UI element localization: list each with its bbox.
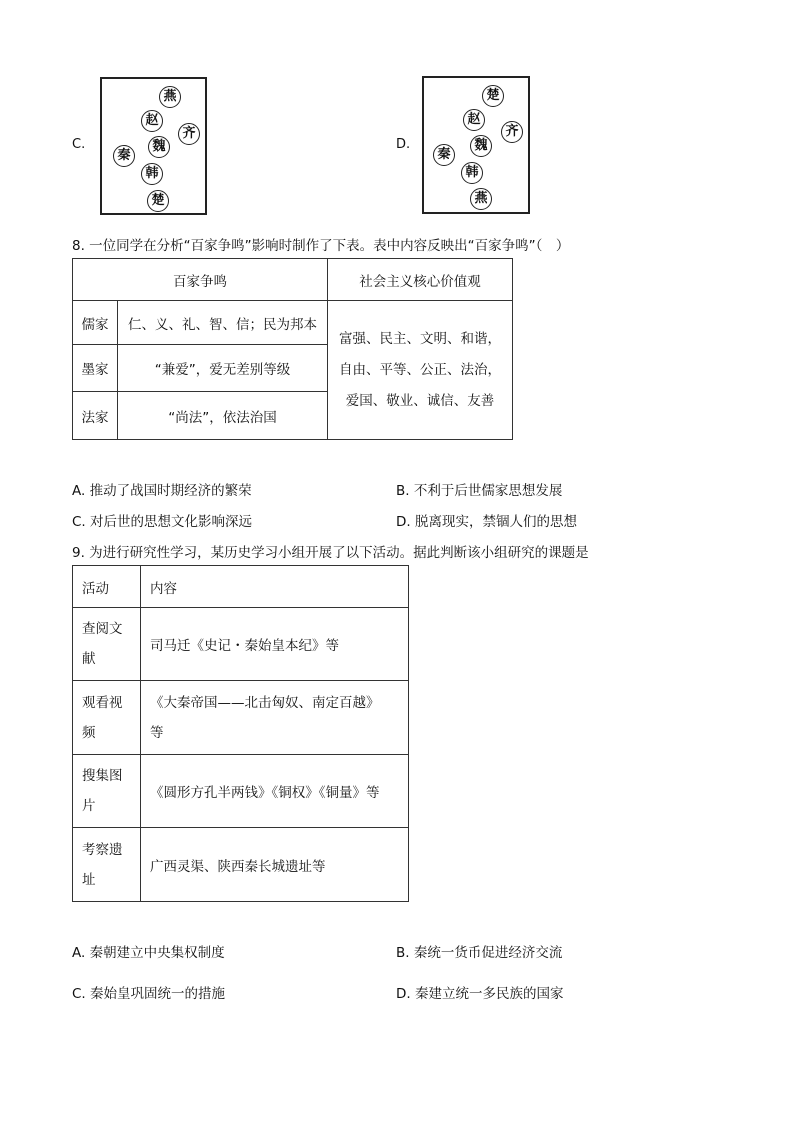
state-badge: 魏: [148, 136, 170, 158]
q9-option-d[interactable]: D. 秦建立统一多民族的国家: [396, 986, 564, 1002]
q9-header-activity: 活动: [73, 566, 141, 608]
q8-school: 法家: [73, 392, 118, 440]
q9-content-line: 《大秦帝国——北击匈奴、南定百越》: [150, 694, 380, 711]
q9-content-line: 司马迁《史记・秦始皇本纪》等: [150, 638, 339, 654]
q8-school: 墨家: [73, 345, 118, 392]
q9-activity: [73, 681, 141, 755]
option-d-map: [422, 76, 530, 214]
state-badge: 赵: [141, 110, 163, 132]
q9-header-content: 内容: [141, 566, 409, 608]
q9-content: [141, 828, 409, 902]
q9-content: [141, 608, 409, 681]
q9-table: [72, 565, 409, 902]
option-d-label[interactable]: D.: [396, 137, 411, 152]
q9-activity-line: 查阅文: [82, 621, 123, 637]
q8-school-content: 仁、义、礼、智、信；民为邦本: [118, 301, 328, 345]
core-values-line: 爱国、敬业、诚信、友善: [345, 392, 495, 409]
q8-option-b[interactable]: B. 不利于后世儒家思想发展: [396, 483, 563, 499]
q9-activity: [73, 608, 141, 681]
q9-option-a[interactable]: A. 秦朝建立中央集权制度: [72, 945, 225, 961]
state-badge: 魏: [470, 135, 492, 157]
q9-content-line: 广西灵渠、陕西秦长城遗址等: [150, 858, 326, 875]
q9-content: [141, 681, 409, 755]
state-badge: 齐: [501, 121, 523, 143]
state-badge: 燕: [470, 188, 492, 210]
state-badge: 楚: [482, 85, 504, 107]
q8-school: 儒家: [73, 301, 118, 345]
option-c-map: [100, 77, 207, 215]
state-badge: 齐: [178, 123, 200, 145]
state-badge: 秦: [433, 144, 455, 166]
q9-content: [141, 755, 409, 828]
question-8-stem: 8. 一位同学在分析“百家争鸣”影响时制作了下表。表中内容反映出“百家争鸣”（ ）: [72, 238, 570, 254]
q9-content-line: 《圆形方孔半两钱》《铜权》《铜量》等: [150, 785, 380, 801]
state-badge: 楚: [147, 190, 169, 212]
q9-activity-line: 址: [82, 871, 96, 888]
q9-activity-line: 搜集图: [82, 768, 123, 784]
q9-activity-line: 考察遗: [82, 841, 123, 858]
q9-activity-line: 频: [82, 724, 96, 741]
q8-school-content: “尚法”，依法治国: [118, 392, 328, 440]
q9-activity-line: 观看视: [82, 694, 123, 711]
core-values-line: 自由、平等、公正、法治，: [339, 361, 501, 378]
state-badge: 秦: [113, 145, 135, 167]
q9-option-c[interactable]: C. 秦始皇巩固统一的措施: [72, 986, 226, 1002]
state-badge: 赵: [463, 109, 485, 131]
core-values-line: 富强、民主、文明、和谐，: [339, 330, 501, 347]
q8-table: [72, 258, 513, 440]
option-c-label[interactable]: C.: [72, 137, 86, 152]
q9-activity: [73, 828, 141, 902]
q8-header-schools: 百家争鸣: [73, 259, 328, 301]
q9-content-line: 等: [150, 724, 164, 741]
state-badge: 韩: [141, 163, 163, 185]
question-9-stem: 9. 为进行研究性学习，某历史学习小组开展了以下活动。据此判断该小组研究的课题是: [72, 545, 589, 561]
q8-option-c[interactable]: C. 对后世的思想文化影响深远: [72, 514, 253, 530]
q8-core-values: [328, 301, 513, 440]
q8-option-a[interactable]: A. 推动了战国时期经济的繁荣: [72, 483, 252, 499]
q9-option-b[interactable]: B. 秦统一货币促进经济交流: [396, 945, 563, 961]
q9-activity: [73, 755, 141, 828]
q9-activity-line: 片: [82, 798, 96, 814]
q8-header-values: 社会主义核心价值观: [328, 259, 513, 301]
q8-school-content: “兼爱”，爱无差别等级: [118, 345, 328, 392]
q9-activity-line: 献: [82, 651, 96, 667]
state-badge: 燕: [159, 86, 181, 108]
state-badge: 韩: [461, 162, 483, 184]
q8-option-d[interactable]: D. 脱离现实，禁锢人们的思想: [396, 514, 577, 530]
